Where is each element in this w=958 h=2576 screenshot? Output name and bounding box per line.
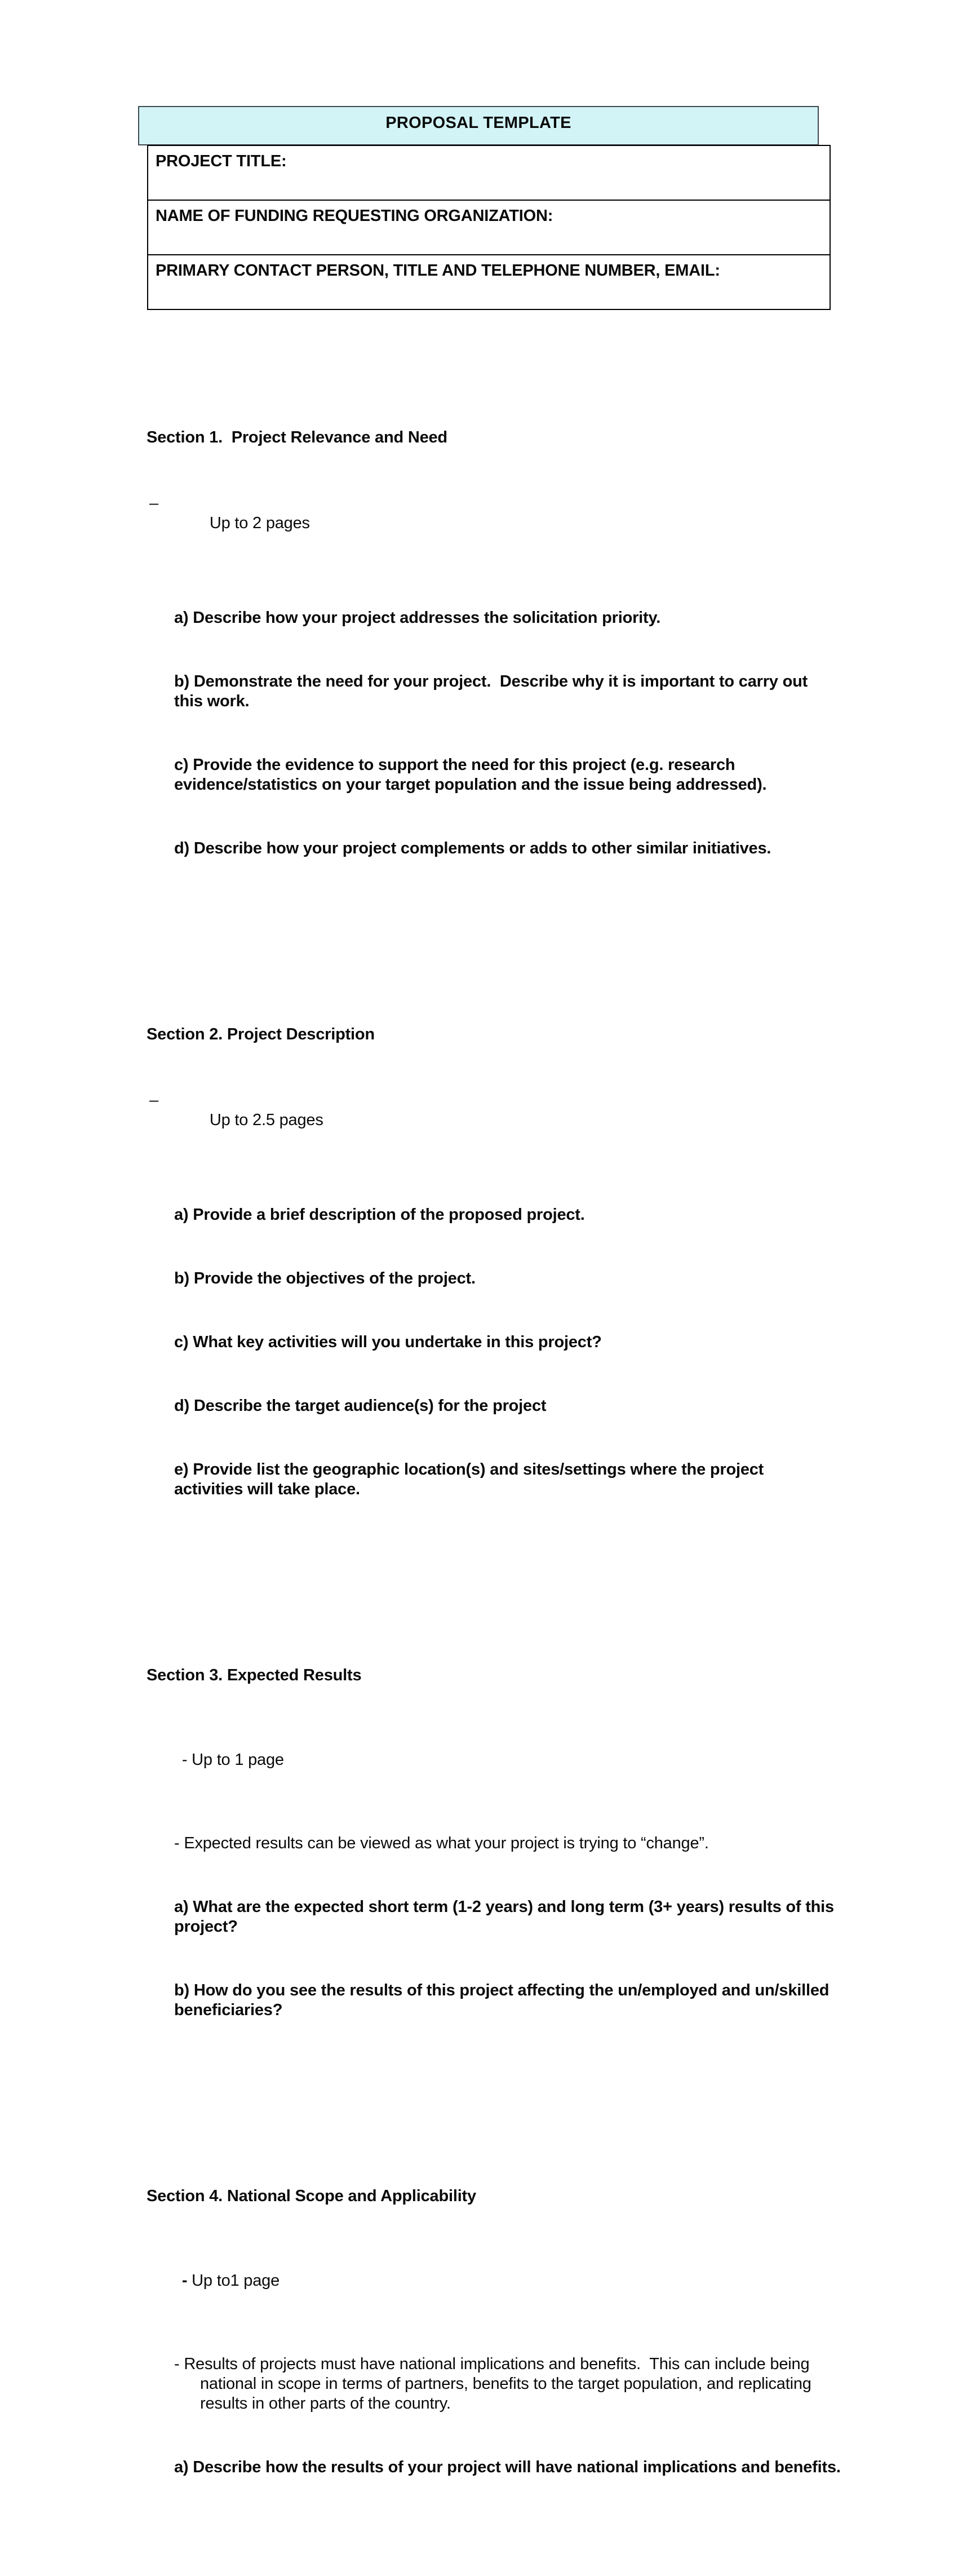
primary-contact-cell <box>148 255 830 309</box>
dash-bullet: - <box>181 2272 188 2290</box>
section-4-national-scope <box>147 2147 841 2517</box>
section-3-item-b: b) How do you see the results of this project affecting the un/employed and un/skilled beneficiaries? <box>174 1981 834 2019</box>
section-2-project-description <box>147 985 834 1539</box>
section-1-page-limit <box>147 494 834 553</box>
section-4-item-a: a) Describe how the results of your project will have national implications and benefits. <box>174 2458 841 2476</box>
page-limit-text: - Up to 1 page <box>181 1751 284 1769</box>
page-limit-text: Up to1 page <box>187 2272 280 2290</box>
table-row <box>148 200 830 255</box>
page-title: PROPOSAL TEMPLATE <box>385 114 571 132</box>
section-1-heading: Section 1. Project Relevance and Need <box>147 428 447 446</box>
section-2-item-b: b) Provide the objectives of the project. <box>174 1269 476 1287</box>
section-1-item-a: a) Describe how your project addresses the solicitation priority. <box>174 609 661 627</box>
section-3-page-limit <box>147 1730 834 1790</box>
dash-bullet: – <box>149 494 158 512</box>
section-3-heading: Section 3. Expected Results <box>147 1666 362 1684</box>
primary-contact-label: PRIMARY CONTACT PERSON, TITLE AND TELEPHONE NUMBER, EMAIL: <box>156 262 720 280</box>
section-2-page-limit <box>147 1091 834 1150</box>
document-body <box>147 329 841 2576</box>
dash-bullet: – <box>149 1091 158 1109</box>
table-row <box>148 255 830 309</box>
section-3-item-a: a) What are the expected short term (1-2 years) and long term (3+ years) results of this project? <box>174 1898 839 1936</box>
project-title-label: PROJECT TITLE: <box>156 152 287 170</box>
section-2-item-d: d) Describe the target audience(s) for the project <box>174 1397 547 1415</box>
page-limit-text: Up to 2 pages <box>209 514 310 532</box>
section-2-item-c: c) What key activities will you undertake in this project? <box>174 1333 602 1351</box>
section-3-note: - Expected results can be viewed as what your project is trying to “change”. <box>174 1834 709 1852</box>
project-title-cell <box>148 145 830 200</box>
funding-organization-label: NAME OF FUNDING REQUESTING ORGANIZATION: <box>156 207 553 225</box>
section-2-item-e: e) Provide list the geographic location(s) and sites/settings where the project activities will take place. <box>174 1460 769 1498</box>
section-2-heading: Section 2. Project Description <box>147 1025 375 1043</box>
section-1-item-b: b) Demonstrate the need for your project. Describe why it is important to carry out this work. <box>174 672 812 710</box>
section-4-page-limit <box>147 2251 834 2311</box>
section-4-heading: Section 4. National Scope and Applicability <box>147 2187 476 2205</box>
section-1-item-c: c) Provide the evidence to support the need for this project (e.g. research evidence/statistics on your target population and the issue being addressed). <box>174 756 767 794</box>
section-1-item-d: d) Describe how your project complements or adds to other similar initiatives. <box>174 839 771 857</box>
section-1-project-relevance <box>147 388 834 898</box>
section-4-note: - Results of projects must have national implications and benefits. This can include being national in scope in terms of partners, benefits to the target population, and replicating results in other parts of the country. <box>174 2355 816 2413</box>
proposal-title-banner <box>138 106 819 145</box>
funding-organization-cell <box>148 200 830 255</box>
section-3-expected-results <box>147 1626 839 2060</box>
info-table <box>147 145 831 310</box>
page-limit-text: Up to 2.5 pages <box>209 1111 323 1129</box>
section-2-item-a: a) Provide a brief description of the proposed project. <box>174 1206 585 1224</box>
table-row <box>148 145 830 200</box>
